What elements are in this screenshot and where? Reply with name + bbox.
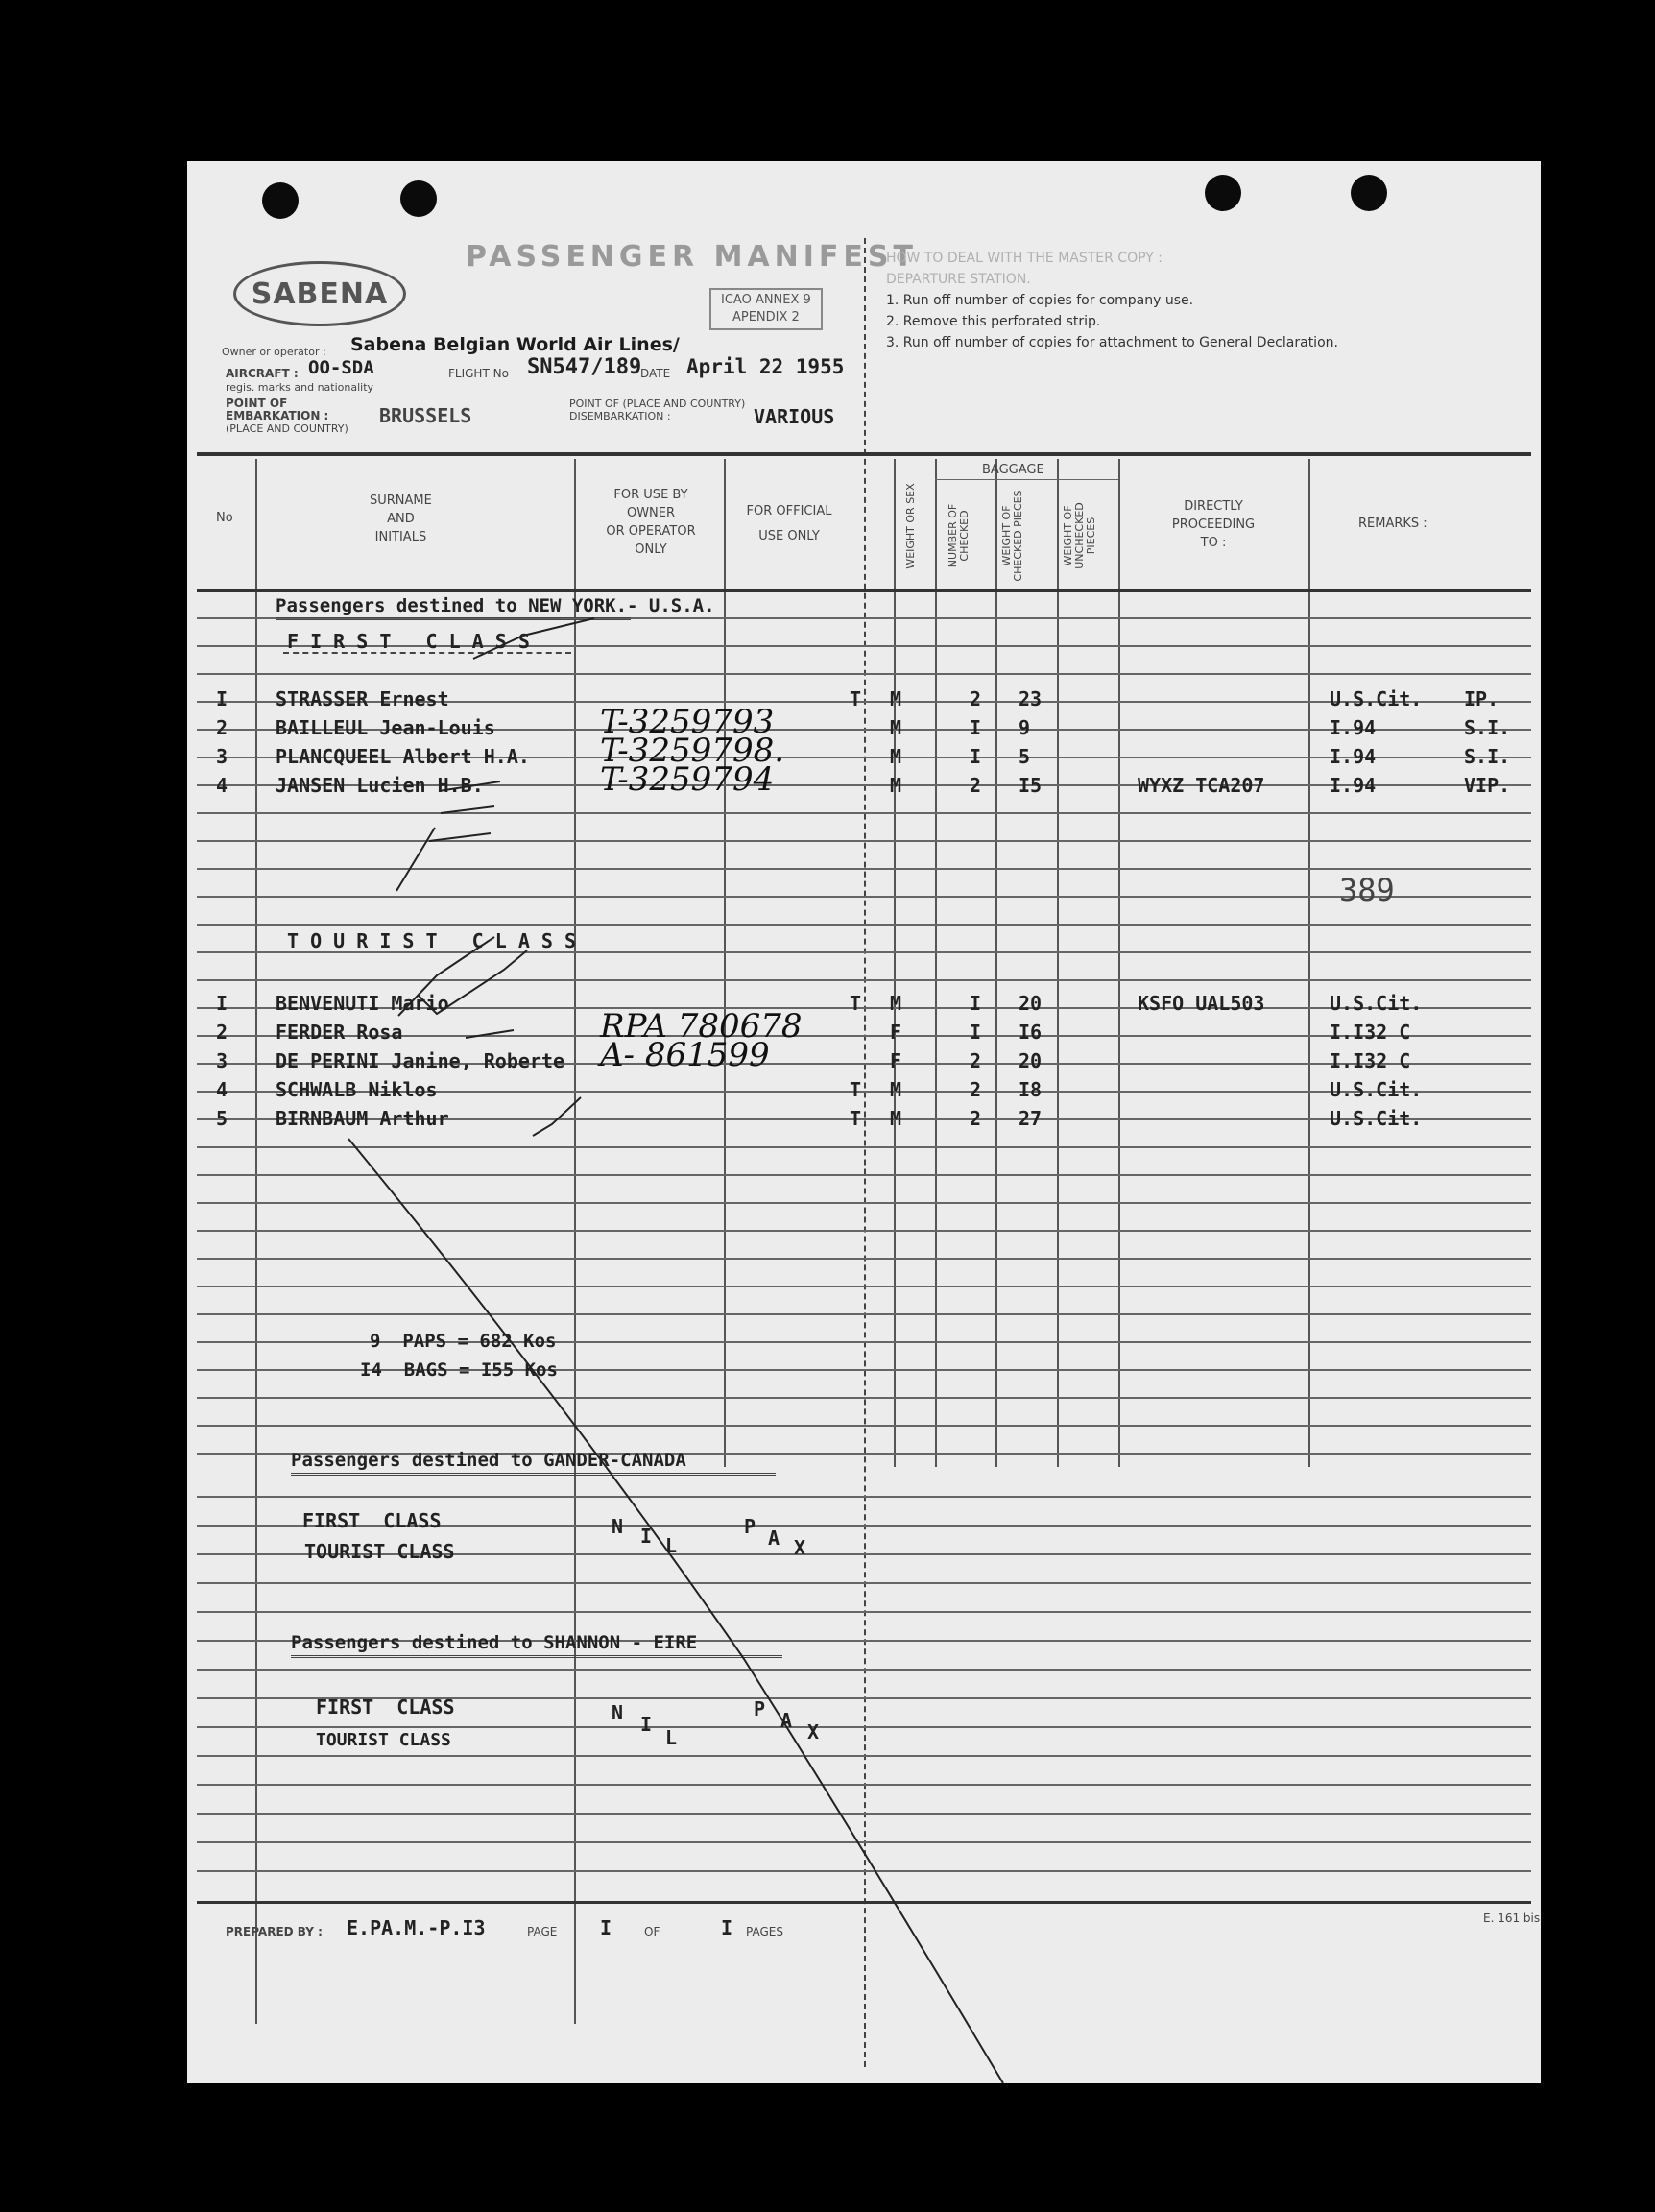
remarks-code: VIP. [1464, 774, 1511, 797]
embark-value: BRUSSELS [379, 404, 472, 427]
flight-label: FLIGHT No [448, 367, 509, 380]
type-marker: T [850, 1078, 862, 1101]
gander-tourist-class: TOURIST CLASS [304, 1540, 455, 1563]
col-header-baggage: BAGGAGE [982, 463, 1044, 477]
page-label: PAGE [527, 1925, 558, 1938]
passport-number: T-3259798. [600, 732, 785, 770]
remarks-status: U.S.Cit. [1330, 1107, 1423, 1130]
gander-nil-letter: N [612, 1515, 624, 1538]
passenger-name: STRASSER Ernest [276, 687, 449, 710]
totals-paps: 9 PAPS = 682 Kos [370, 1331, 557, 1352]
ny-section-heading: Passengers destined to NEW YORK.- U.S.A. [276, 595, 715, 616]
baggage-pieces: 2 [970, 774, 982, 797]
totals-bags: I4 BAGS = I55 Kos [360, 1359, 558, 1381]
col-header-no: No [216, 511, 233, 525]
col-header-owner-use: FOR USE BY OWNER OR OPERATOR ONLY [606, 488, 696, 557]
passenger-name: BENVENUTI Mario [276, 992, 449, 1015]
baggage-weight: 20 [1019, 992, 1043, 1015]
page-value: I [600, 1916, 612, 1939]
gander-nil-letter: L [665, 1534, 678, 1557]
check-mark [473, 618, 594, 659]
gander-first-class: FIRST CLASS [302, 1509, 442, 1532]
dash-mark [439, 781, 500, 791]
of-value: I [721, 1916, 733, 1939]
baggage-weight: I8 [1019, 1078, 1043, 1101]
passenger-no: 4 [216, 774, 228, 797]
col-header-proceeding: DIRECTLY PROCEEDING TO : [1171, 499, 1256, 550]
manifest-sheet [187, 161, 1541, 2083]
baggage-weight: 9 [1019, 716, 1031, 739]
disembark-value: VARIOUS [754, 405, 835, 428]
dash-mark [429, 833, 491, 841]
passenger-name: PLANCQUEEL Albert H.A. [276, 745, 530, 768]
passenger-name: FERDER Rosa [276, 1021, 403, 1044]
baggage-weight: 23 [1019, 687, 1043, 710]
tourist-class-heading: T O U R I S T C L A S S [287, 929, 577, 952]
proceeding-to: WYXZ TCA207 [1138, 774, 1265, 797]
check-mark [398, 937, 494, 1016]
baggage-weight: I5 [1019, 774, 1043, 797]
passenger-no: 5 [216, 1107, 228, 1130]
shannon-nil-letter: I [640, 1713, 653, 1736]
shannon-nil-letter: L [665, 1726, 678, 1749]
pages-label: PAGES [746, 1925, 783, 1938]
baggage-pieces: 2 [970, 687, 982, 710]
dash-mark [441, 806, 494, 813]
col-header-official-use: FOR OFFICIAL USE ONLY [746, 504, 832, 543]
prepared-by-value: E.PA.M.-P.I3 [347, 1916, 486, 1939]
icao-annex-box: ICAO ANNEX 9 APENDIX 2 [709, 288, 823, 330]
date-label: DATE [640, 367, 671, 380]
remarks-status: U.S.Cit. [1330, 687, 1423, 710]
remarks-status: I.I32 C [1330, 1021, 1411, 1044]
passenger-no: 2 [216, 716, 228, 739]
passenger-no: 3 [216, 745, 228, 768]
gander-pax-letter: X [794, 1536, 806, 1559]
diagonal-line [348, 1139, 1003, 2083]
baggage-weight: I6 [1019, 1021, 1043, 1044]
owner-label: Owner or operator : [222, 346, 326, 358]
passenger-sex: F [890, 1049, 902, 1072]
shannon-pax-letter: X [807, 1720, 820, 1743]
passport-number: A- 861599 [600, 1036, 770, 1074]
baggage-pieces: 2 [970, 1049, 982, 1072]
disembark-label: POINT OF (PLACE AND COUNTRY) DISEMBARKATION : [569, 397, 746, 422]
aircraft-label: AIRCRAFT : [226, 367, 299, 380]
of-label: OF [644, 1925, 660, 1938]
manifest-title: PASSENGER MANIFEST [466, 240, 918, 274]
passenger-sex: F [890, 1021, 902, 1044]
remarks-status: U.S.Cit. [1330, 1078, 1423, 1101]
diagonal-line [396, 828, 435, 891]
remarks-status: I.94 [1330, 716, 1377, 739]
instruction-item: 3. Run off number of copies for attachment to General Declaration. [886, 335, 1338, 350]
first-class-heading: F I R S T C L A S S [287, 630, 530, 653]
instruction-item: 2. Remove this perforated strip. [886, 314, 1101, 329]
passenger-sex: M [890, 716, 902, 739]
sabena-logo: SABENA [233, 261, 406, 326]
owner-value: Sabena Belgian World Air Lines/ [350, 334, 680, 355]
instructions-heading: HOW TO DEAL WITH THE MASTER COPY : [886, 251, 1163, 266]
remarks-code: S.I. [1464, 716, 1511, 739]
passenger-no: I [216, 687, 228, 710]
gander-section-heading: Passengers destined to GANDER-CANADA [291, 1450, 686, 1471]
passenger-sex: M [890, 992, 902, 1015]
baggage-weight: 20 [1019, 1049, 1043, 1072]
remarks-status: I.94 [1330, 745, 1377, 768]
stamp-number: 389 [1339, 872, 1395, 908]
passenger-no: 4 [216, 1078, 228, 1101]
gander-pax-letter: A [768, 1527, 780, 1550]
aircraft-sublabel: regis. marks and nationality [226, 381, 374, 394]
passport-number: T-3259793 [600, 703, 775, 741]
col-header-num-checked: NUMBER OF CHECKED [947, 503, 971, 568]
gander-nil-letter: I [640, 1525, 653, 1548]
col-header-surname: SURNAME AND INITIALS [370, 493, 432, 544]
remarks-status: I.I32 C [1330, 1049, 1411, 1072]
instructions-subheading: DEPARTURE STATION. [886, 272, 1031, 287]
remarks-status: U.S.Cit. [1330, 992, 1423, 1015]
type-marker: T [850, 687, 862, 710]
col-header-weight-sex: WEIGHT OR SEX [904, 483, 917, 569]
passenger-sex: M [890, 687, 902, 710]
shannon-pax-letter: A [780, 1709, 793, 1732]
form-number: E. 161 bis [1483, 1911, 1541, 1925]
shannon-nil-letter: N [612, 1701, 624, 1724]
baggage-pieces: 2 [970, 1078, 982, 1101]
dash-mark [466, 1030, 514, 1038]
check-mark [418, 950, 527, 1014]
baggage-weight: 5 [1019, 745, 1031, 768]
passenger-name: JANSEN Lucien H.B. [276, 774, 484, 797]
passenger-name: SCHWALB Niklos [276, 1078, 438, 1101]
prepared-by-label: PREPARED BY : [226, 1925, 323, 1938]
passenger-name: BIRNBAUM Arthur [276, 1107, 449, 1130]
baggage-pieces: I [970, 992, 982, 1015]
passenger-no: 3 [216, 1049, 228, 1072]
date-value: April 22 1955 [686, 355, 845, 378]
gander-pax-letter: P [744, 1515, 756, 1538]
embark-sublabel: (PLACE AND COUNTRY) [226, 422, 348, 435]
type-marker: T [850, 1107, 862, 1130]
passenger-sex: M [890, 774, 902, 797]
type-marker: T [850, 992, 862, 1015]
passenger-sex: M [890, 1107, 902, 1130]
passenger-sex: M [890, 1078, 902, 1101]
baggage-pieces: I [970, 716, 982, 739]
remarks-status: I.94 [1330, 774, 1377, 797]
passport-number: T-3259794 [600, 760, 775, 799]
col-header-weight-unchecked: WEIGHT OF UNCHECKED PIECES [1062, 502, 1097, 569]
flight-value: SN547/189 [527, 355, 642, 379]
passenger-no: I [216, 992, 228, 1015]
aircraft-value: OO-SDA [308, 357, 374, 378]
passenger-name: DE PERINI Janine, Roberte [276, 1049, 565, 1072]
shannon-section-heading: Passengers destined to SHANNON - EIRE [291, 1632, 698, 1653]
remarks-code: S.I. [1464, 745, 1511, 768]
check-mark [533, 1097, 581, 1136]
proceeding-to: KSFO UAL503 [1138, 992, 1265, 1015]
baggage-pieces: I [970, 1021, 982, 1044]
passport-number: RPA 780678 [600, 1007, 803, 1046]
baggage-pieces: 2 [970, 1107, 982, 1130]
shannon-first-class: FIRST CLASS [316, 1695, 455, 1719]
passenger-no: 2 [216, 1021, 228, 1044]
shannon-tourist-class: TOURIST CLASS [316, 1730, 451, 1750]
pen-strokes [187, 161, 1541, 2083]
passenger-name: BAILLEUL Jean-Louis [276, 716, 495, 739]
instruction-item: 1. Run off number of copies for company use. [886, 293, 1194, 308]
baggage-weight: 27 [1019, 1107, 1043, 1130]
shannon-pax-letter: P [754, 1697, 766, 1720]
col-header-remarks: REMARKS : [1358, 517, 1427, 531]
remarks-code: IP. [1464, 687, 1499, 710]
passenger-sex: M [890, 745, 902, 768]
col-header-weight-checked: WEIGHT OF CHECKED PIECES [1000, 490, 1024, 582]
baggage-pieces: I [970, 745, 982, 768]
embark-label: POINT OF EMBARKATION : [226, 397, 329, 422]
